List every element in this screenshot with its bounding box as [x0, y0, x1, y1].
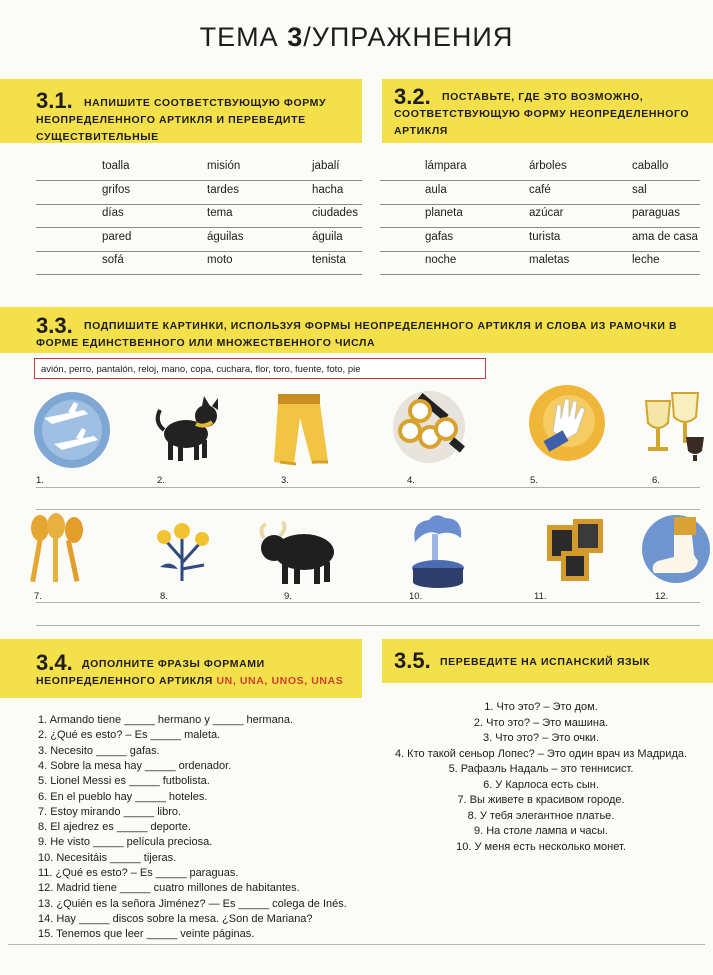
airplane-picture [32, 390, 112, 475]
word-row-line [380, 251, 700, 252]
section-3-4-articles: UN, UNA, UNOS, UNAS [216, 675, 344, 687]
translation-line: 1. Что это? – Это дом. [484, 701, 598, 713]
word-cell: pared [102, 231, 132, 243]
clock-icon [386, 385, 472, 469]
exercise-line: 4. Sobre la mesa hay _____ ordenador. [38, 759, 232, 772]
section-3-3-title: ПОДПИШИТЕ КАРТИНКИ, ИСПОЛЬЗУЯ ФОРМЫ НЕОПРЕДЕЛЕННОГО АРТИКЛЯ И СЛОВА ИЗ РАМОЧКИ В ФОРМЕ ЕДИНСТВЕННОГО ИЛИ МНОЖЕСТВЕННОГО ЧИСЛА [36, 320, 678, 349]
word-row-line [36, 251, 362, 252]
section-3-2-number: 3.2. [394, 84, 431, 109]
answer-line [36, 509, 700, 510]
spoon-icon [20, 512, 92, 590]
picture-number: 5. [530, 475, 538, 486]
picture-number: 2. [157, 475, 165, 486]
picture-number: 8. [160, 591, 168, 602]
exercise-line: 13. ¿Quién es la señora Jiménez? — Es _____ colega de Inés. [38, 897, 347, 910]
exercise-line: 15. Tenemos que leer _____ veinte páginas. [38, 928, 255, 941]
section-3-4-title-text: ДОПОЛНИТЕ ФРАЗЫ ФОРМАМИ НЕОПРЕДЕЛЕННОГО АРТИКЛЯ [36, 658, 265, 687]
word-cell: grifos [102, 184, 131, 196]
clocks-picture [386, 385, 472, 474]
picture-number: 11. [534, 591, 547, 602]
word-cell: lámpara [425, 160, 467, 172]
word-cell: azúcar [529, 207, 564, 219]
photos-picture [543, 515, 609, 590]
exercise-line: 6. En el pueblo hay _____ hoteles. [38, 790, 208, 803]
picture-number: 1. [36, 475, 44, 486]
fountain-icon [405, 512, 471, 592]
glass-icon [640, 385, 710, 465]
word-row-line [380, 180, 700, 181]
word-cell: paraguas [632, 207, 680, 219]
translation-line: 3. Что это? – Это очки. [482, 732, 599, 744]
word-row-line [36, 180, 362, 181]
word-cell: tema [207, 207, 233, 219]
word-cell: noche [425, 254, 457, 266]
dog-picture [152, 392, 226, 469]
page-title [0, 22, 713, 53]
spoons-picture [20, 512, 92, 595]
translation-line: 6. У Карлоса есть сын. [483, 778, 599, 791]
exercise-line: 9. He visto _____ película preciosa. [38, 836, 213, 849]
title-prefix: ТЕМА [199, 22, 279, 52]
translation-line: 8. У тебя элегантное платье. [467, 809, 615, 822]
translation-line: 9. На столе лампа и часы. [474, 825, 608, 837]
foot-picture [640, 513, 712, 590]
word-cell: maletas [529, 254, 570, 266]
picture-number: 10. [409, 591, 423, 602]
word-row-line [36, 204, 362, 205]
exercise-line: 5. Lionel Messi es _____ futbolista. [38, 775, 210, 788]
word-cell: jabalí [312, 160, 340, 172]
translation-line: 2. Что это? – Это машина. [473, 716, 609, 729]
dog-icon [152, 392, 226, 464]
picture-number: 4. [407, 475, 415, 486]
translation-line: 10. У меня есть несколько монет. [456, 840, 626, 853]
section-3-5-title: ПЕРЕВЕДИТЕ НА ИСПАНСКИЙ ЯЗЫК [440, 656, 651, 668]
section-3-4-title [36, 656, 356, 690]
glasses-picture [640, 385, 710, 470]
word-cell: aula [425, 184, 447, 196]
picture-number: 6. [652, 475, 660, 486]
word-cell: toalla [102, 160, 130, 172]
exercise-line: 10. Necesitáis _____ tijeras. [38, 851, 177, 864]
translation-line: 7. Вы живете в красивом городе. [457, 794, 625, 806]
word-row-line [380, 227, 700, 228]
section-3-5-number: 3.5. [394, 648, 431, 673]
exercise-line: 2. ¿Qué es esto? – Es _____ maleta. [38, 729, 221, 742]
word-cell: leche [632, 254, 660, 266]
picture-number: 3. [281, 475, 289, 486]
section-3-4-number: 3.4. [36, 650, 73, 675]
section-3-1-title: НАПИШИТЕ СООТВЕТСТВУЮЩУЮ ФОРМУ НЕОПРЕДЕЛЕННОГО АРТИКЛЯ И ПЕРЕВЕДИТЕ СУЩЕСТВИТЕЛЬНЫЕ [36, 97, 327, 143]
word-cell: sofá [102, 254, 124, 266]
exercise-line: 3. Necesito _____ gafas. [38, 744, 160, 757]
word-row-line [380, 274, 700, 275]
word-cell: ama de casa [632, 231, 698, 243]
exercise-line: 11. ¿Qué es esto? – Es _____ paraguas. [38, 867, 239, 879]
translation-line: 4. Кто такой сеньор Лопес? – Это один врач из Мадрида. [394, 747, 688, 760]
word-cell: turista [529, 231, 561, 243]
word-cell: misión [207, 160, 241, 172]
fountain-picture [405, 512, 471, 597]
word-box: avión, perro, pantalón, reloj, mano, copa, cuchara, flor, toro, fuente, foto, pie [34, 358, 486, 379]
picture-number: 12. [655, 591, 669, 602]
word-row-line [36, 274, 362, 275]
trousers-picture [268, 390, 338, 473]
word-cell: ciudades [312, 207, 359, 219]
section-3-3-number: 3.3. [36, 313, 73, 338]
answer-line [36, 602, 700, 603]
airplane-icon [32, 390, 112, 470]
word-cell: águila [312, 231, 343, 243]
exercise-line: 7. Estoy mirando _____ libro. [38, 805, 182, 818]
answer-line [36, 625, 700, 626]
photo-icon [543, 515, 609, 585]
bull-picture [258, 520, 340, 593]
word-cell: sal [632, 184, 647, 196]
word-cell: hacha [312, 184, 344, 196]
word-cell: café [529, 184, 551, 196]
exercise-line: 1. Armando tiene _____ hermano y _____ hermana. [38, 714, 294, 726]
section-3-1-number: 3.1. [36, 88, 73, 113]
word-cell: planeta [425, 207, 463, 219]
hand-icon [527, 383, 607, 463]
word-cell: caballo [632, 160, 669, 172]
foot-icon [640, 513, 712, 585]
section-3-2-title: ПОСТАВЬТЕ, ГДЕ ЭТО ВОЗМОЖНО, СООТВЕТСТВУЮЩУЮ ФОРМУ НЕОПРЕДЕЛЕННОГО АРТИКЛЯ [394, 91, 690, 137]
exercise-line: 8. El ajedrez es _____ deporte. [38, 821, 191, 834]
word-row-line [380, 204, 700, 205]
exercise-line: 12. Madrid tiene _____ cuatro millones de habitantes. [38, 882, 300, 895]
flowers-picture [152, 519, 214, 590]
word-cell: águilas [207, 231, 244, 243]
word-row-line [36, 227, 362, 228]
flower-icon [152, 519, 214, 585]
word-cell: tardes [207, 184, 239, 196]
translation-line: 5. Рафаэль Надаль – это теннисист. [448, 763, 634, 775]
picture-number: 9. [284, 591, 292, 602]
trousers-icon [268, 390, 338, 468]
bottom-divider [8, 944, 705, 945]
hand-picture [527, 383, 607, 468]
exercise-line: 14. Hay _____ discos sobre la mesa. ¿Son de Mariana? [38, 912, 313, 925]
word-cell: gafas [425, 231, 454, 243]
title-text: /УПРАЖНЕНИЯ [303, 22, 514, 52]
title-number: 3 [287, 22, 304, 52]
word-cell: moto [207, 254, 233, 266]
bull-icon [258, 520, 340, 588]
word-cell: tenista [312, 254, 346, 266]
picture-number: 7. [34, 591, 42, 602]
answer-line [36, 487, 700, 488]
word-cell: árboles [529, 160, 567, 172]
word-cell: días [102, 207, 124, 219]
